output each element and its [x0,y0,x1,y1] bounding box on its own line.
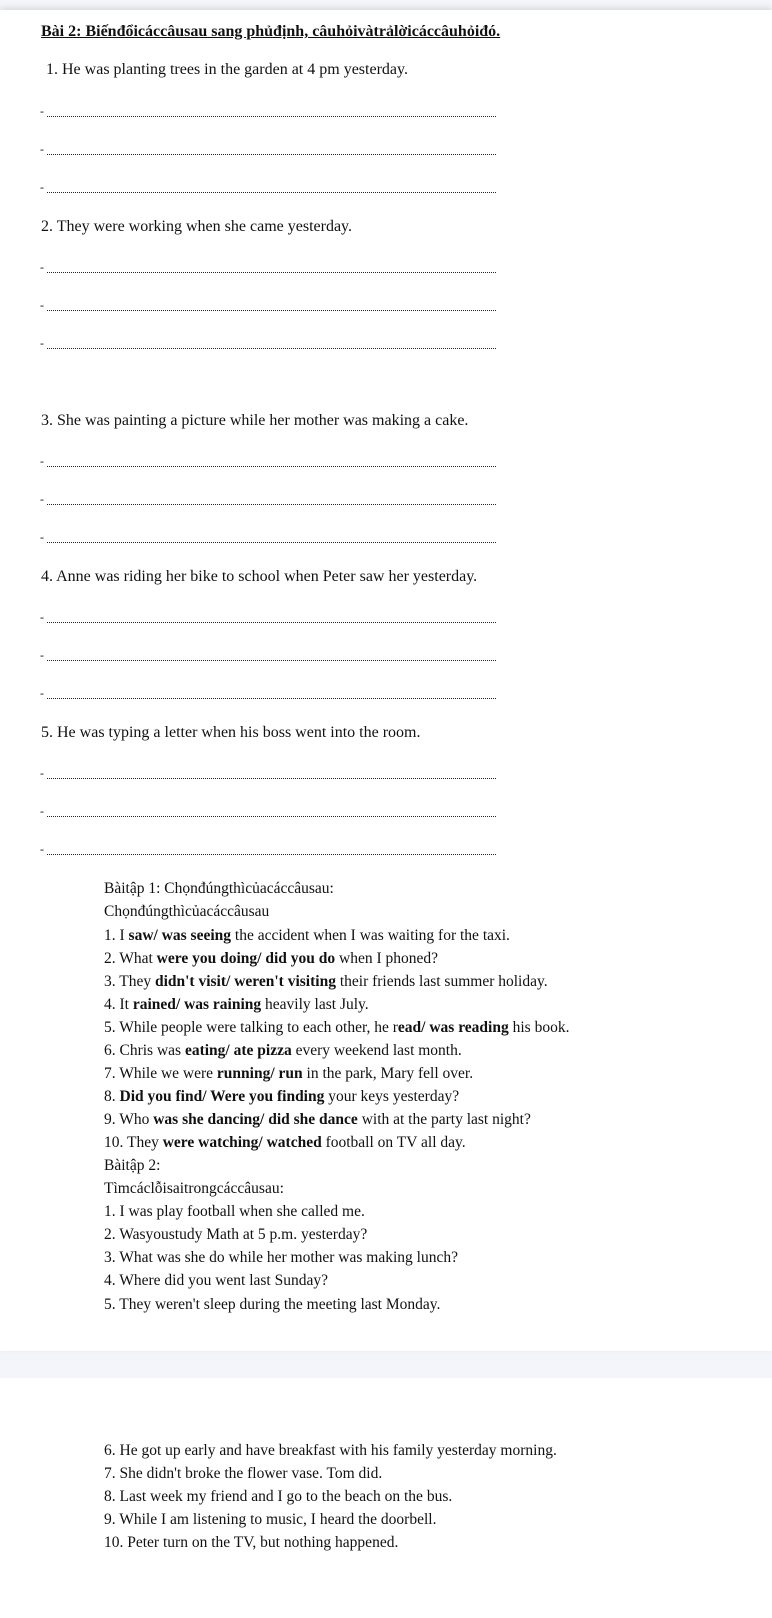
answer-line: - [40,294,496,311]
exercise-2-subheading: Tìmcáclỗisaitrongcáccâusau: [104,1180,284,1197]
sentence-item: 2. They were working when she came yesterday. [41,218,352,235]
exercise-2-item: 10. Peter turn on the TV, but nothing happened. [104,1534,399,1551]
answer-line: - [40,138,496,155]
answer-line: - [40,838,496,855]
exercise-1-item: 3. They didn't visit/ weren't visiting their friends last summer holiday. [104,973,548,990]
answer-line: - [40,450,496,467]
sentence-item: 3. She was painting a picture while her mother was making a cake. [41,412,469,429]
exercise-2-heading: Bàitập 2: [104,1157,161,1174]
sentence-item: 1. He was planting trees in the garden at 4 pm yesterday. [46,61,408,78]
sentence-item: 4. Anne was riding her bike to school when Peter saw her yesterday. [41,568,478,585]
document-page-1 [0,10,772,1351]
document-page-2 [0,1378,772,1618]
exercise-2-item: 4. Where did you went last Sunday? [104,1272,328,1289]
exercise-2-item: 1. I was play football when she called me. [104,1203,365,1220]
answer-line: - [40,526,496,543]
answer-line: - [40,332,496,349]
exercise-2-item: 7. She didn't broke the flower vase. Tom did. [104,1465,383,1482]
exercise-2-item: 5. They weren't sleep during the meeting last Monday. [104,1296,441,1313]
exercise-1-item: 5. While people were talking to each other, he read/ was reading his book. [104,1019,570,1036]
exercise-1-item: 6. Chris was eating/ ate pizza every weekend last month. [104,1042,462,1059]
exercise-1-heading: Bàitập 1: Chọnđúngthìcủacáccâusau: [104,880,334,897]
answer-line: - [40,644,496,661]
answer-line: - [40,762,496,779]
exercise-2-item: 8. Last week my friend and I go to the beach on the bus. [104,1488,453,1505]
exercise-1-item: 8. Did you find/ Were you finding your keys yesterday? [104,1088,460,1105]
answer-line: - [40,176,496,193]
sentence-item: 5. He was typing a letter when his boss went into the room. [41,724,421,741]
exercise-1-item: 7. While we were running/ run in the park, Mary fell over. [104,1065,474,1082]
exercise-1-subheading: Chọnđúngthìcủacáccâusau [104,903,270,920]
exercise-2-item: 3. What was she do while her mother was making lunch? [104,1249,458,1266]
answer-line: - [40,488,496,505]
answer-line: - [40,256,496,273]
page-title: Bài 2: Biếnđổicáccâusau sang phủđịnh, câuhỏivàtrảlờicáccâuhỏiđó. [41,23,501,40]
answer-line: - [40,682,496,699]
exercise-1-item: 1. I saw/ was seeing the accident when I was waiting for the taxi. [104,927,510,944]
exercise-1-item: 4. It rained/ was raining heavily last July. [104,996,369,1013]
answer-line: - [40,100,496,117]
answer-line: - [40,800,496,817]
exercise-2-item: 9. While I am listening to music, I heard the doorbell. [104,1511,437,1528]
exercise-1-item: 10. They were watching/ watched football on TV all day. [104,1134,466,1151]
answer-line: - [40,606,496,623]
exercise-1-item: 9. Who was she dancing/ did she dance with at the party last night? [104,1111,531,1128]
exercise-2-item: 2. Wasyoustudy Math at 5 p.m. yesterday? [104,1226,368,1243]
exercise-1-item: 2. What were you doing/ did you do when I phoned? [104,950,438,967]
exercise-2-item: 6. He got up early and have breakfast with his family yesterday morning. [104,1442,557,1459]
